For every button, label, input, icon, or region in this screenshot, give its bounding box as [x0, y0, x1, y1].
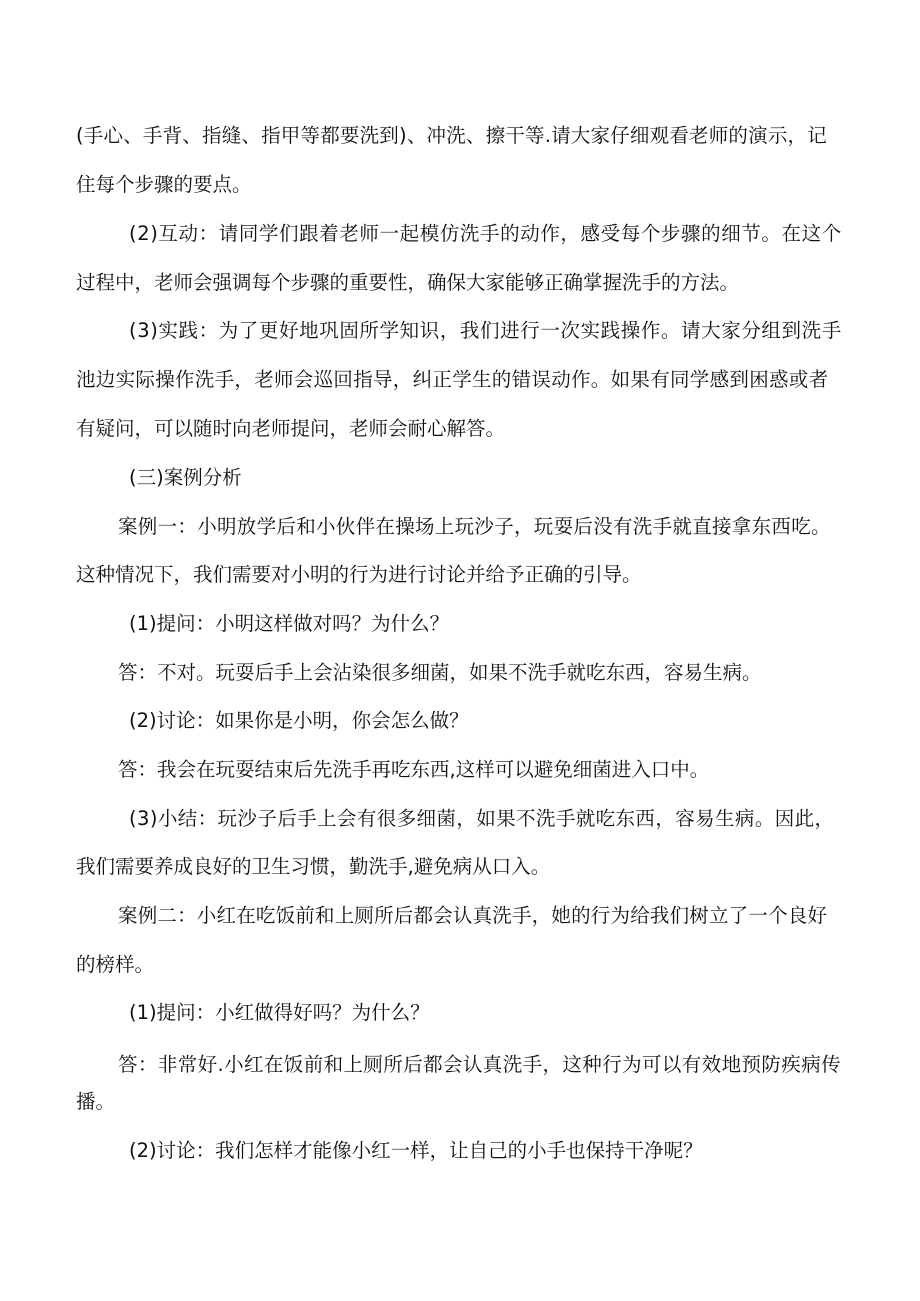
text-line: 的榜样。: [76, 953, 155, 976]
text-line: 这种情况下，我们需要对小明的行为进行讨论并给予正确的引导。: [76, 563, 642, 586]
text-line: 过程中，老师会强调每个步骤的重要性，确保大家能够正确掌握洗手的方法。: [76, 271, 740, 294]
text-line: (1)提问：小明这样做对吗？为什么？: [129, 612, 450, 635]
text-line: (2)讨论：我们怎样才能像小红一样，让自己的小手也保持干净呢？: [129, 1139, 703, 1162]
text-line: (2)讨论：如果你是小明，你会怎么做？: [129, 709, 469, 732]
text-line: (手心、手背、指缝、指甲等都要洗到)、冲洗、擦干等.请大家仔细观看老师的演示，记: [76, 124, 827, 147]
text-line: 有疑问，可以随时向老师提问，老师会耐心解答。: [76, 417, 506, 440]
text-line: 案例一：小明放学后和小伙伴在操场上玩沙子，玩耍后没有洗手就直接拿东西吃。: [118, 515, 831, 538]
section-heading: (三)案例分析: [129, 466, 242, 489]
text-line: 我们需要养成良好的卫生习惯，勤洗手,避免病从口入。: [76, 855, 551, 878]
text-line: 案例二：小红在吃饭前和上厕所后都会认真洗手，她的行为给我们树立了一个良好: [118, 904, 828, 927]
text-line: 答：我会在玩耍结束后先洗手再吃东西,这样可以避免细菌进入口中。: [118, 758, 710, 781]
text-line: 池边实际操作洗手，老师会巡回指导，纠正学生的错误动作。如果有同学感到困惑或者: [76, 368, 829, 391]
text-line: (2)互动：请同学们跟着老师一起模仿洗手的动作，感受每个步骤的细节。在这个: [129, 222, 842, 245]
text-line: (3)实践：为了更好地巩固所学知识，我们进行一次实践操作。请大家分组到洗手: [129, 319, 842, 342]
text-line: 答：不对。玩耍后手上会沾染很多细菌，如果不洗手就吃东西，容易生病。: [118, 661, 762, 684]
text-line: 答：非常好.小红在饭前和上厕所后都会认真洗手，这种行为可以有效地预防疾病传: [118, 1053, 841, 1076]
text-line: (1)提问：小红做得好吗？为什么？: [129, 1001, 430, 1024]
text-line: 播。: [76, 1090, 116, 1113]
text-line: (3)小结：玩沙子后手上会有很多细菌，如果不洗手就吃东西，容易生病。因此，: [129, 807, 835, 830]
text-line: 住每个步骤的要点。: [76, 173, 252, 196]
